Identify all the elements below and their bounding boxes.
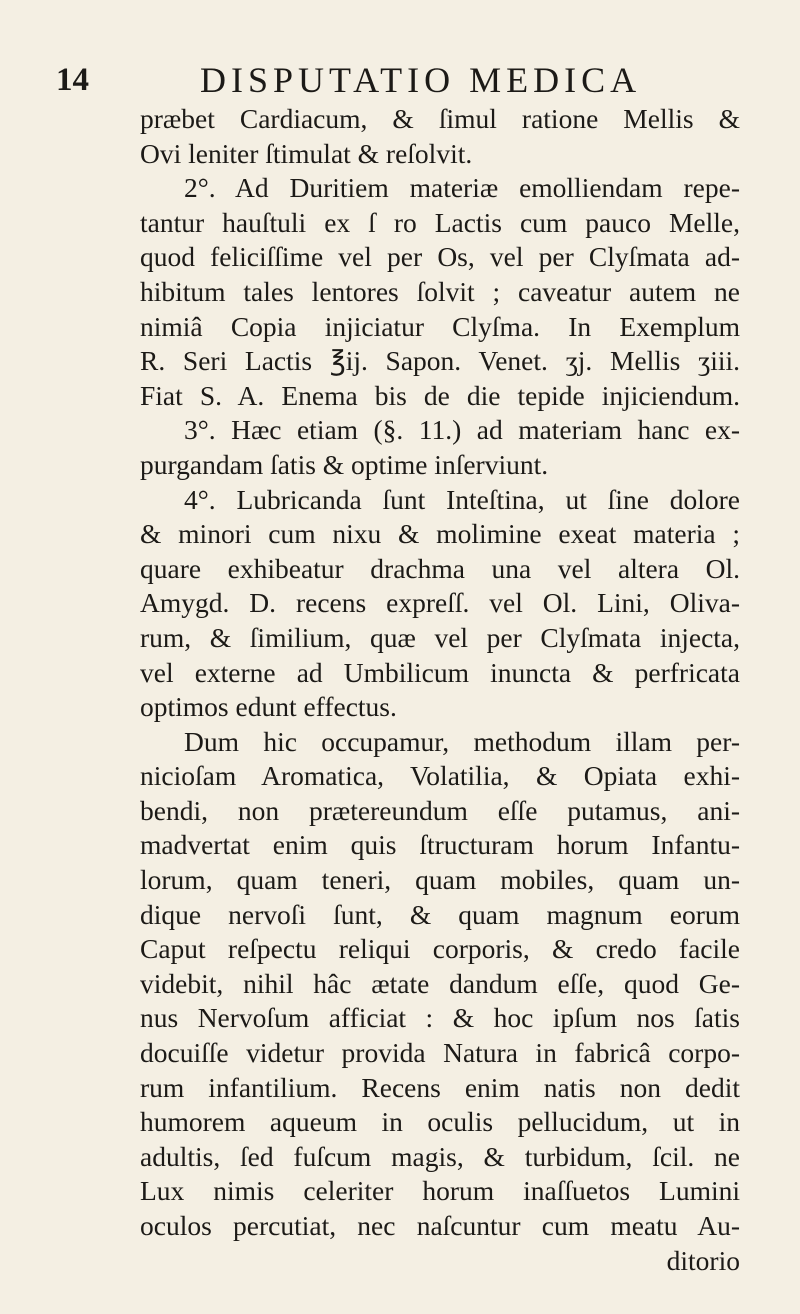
text-line: humorem aqueum in oculis pellucidum, ut in xyxy=(140,1106,740,1138)
running-head xyxy=(0,58,800,102)
text-line: bendi, non prætereundum eſſe putamus, ani- xyxy=(140,794,740,826)
text-line: quare exhibeatur drachma una vel altera Ol. xyxy=(140,552,740,584)
text-line: tantur hauſtuli ex ſ ro Lactis cum pauco Melle, xyxy=(140,206,740,238)
page-number: 14 xyxy=(56,62,89,98)
text-line: 3°. Hæc etiam (§. 11.) ad materiam hanc ex- xyxy=(184,414,740,446)
text-line: hibitum tales lentores ſolvit ; caveatur autem ne xyxy=(140,275,740,307)
text-line: vel externe ad Umbilicum inuncta & perfricata xyxy=(140,656,740,688)
text-line: madvertat enim quis ſtructuram horum Infantu- xyxy=(140,829,740,861)
text-line: Dum hic occupamur, methodum illam per- xyxy=(184,725,740,757)
text-line: rum infantilium. Recens enim natis non dedit xyxy=(140,1071,740,1103)
text-line: quod feliciſſime vel per Os, vel per Clyſmata ad- xyxy=(140,241,740,273)
text-line: Fiat S. A. Enema bis de die tepide injiciendum. xyxy=(140,379,740,411)
text-line: & minori cum nixu & molimine exeat materia ; xyxy=(140,518,740,550)
body-text xyxy=(140,102,740,1278)
text-line: Caput reſpectu reliqui corporis, & credo facile xyxy=(140,933,740,965)
text-line: dique nervoſi ſunt, & quam magnum eorum xyxy=(140,898,740,930)
text-line: præbet Cardiacum, & ſimul ratione Mellis & xyxy=(140,103,740,134)
text-line: optimos edunt effectus. xyxy=(140,691,397,723)
text-line: purgandam ſatis & optime inſerviunt. xyxy=(140,448,549,480)
text-line: lorum, quam teneri, quam mobiles, quam un- xyxy=(140,864,740,896)
text-line: R. Seri Lactis ℥ij. Sapon. Venet. ʒj. Mellis ʒiii. xyxy=(140,345,740,377)
text-line: Lux nimis celeriter horum inaſſuetos Lumini xyxy=(140,1175,740,1207)
text-line: nicioſam Aromatica, Volatilia, & Opiata exhi- xyxy=(140,760,740,792)
text-line: oculos percutiat, nec naſcuntur cum meatu Au- xyxy=(140,1210,740,1241)
text-line: videbit, nihil hâc ætate dandum eſſe, quod Ge- xyxy=(140,967,740,999)
text-line: 2°. Ad Duritiem materiæ emolliendam repe- xyxy=(184,172,740,204)
text-line: adultis, ſed fuſcum magis, & turbidum, ſcil. ne xyxy=(140,1140,740,1172)
text-line: Amygd. D. recens expreſſ. vel Ol. Lini, Oliva- xyxy=(140,587,740,619)
text-line: nimiâ Copia injiciatur Clyſma. In Exemplum xyxy=(140,310,740,342)
catchword: ditorio xyxy=(666,1244,740,1276)
text-line: rum, & ſimilium, quæ vel per Clyſmata injecta, xyxy=(140,621,740,653)
running-title: DISPUTATIO MEDICA xyxy=(200,60,642,100)
text-line: 4°. Lubricanda ſunt Inteſtina, ut ſine dolore xyxy=(184,483,740,515)
text-line: nus Nervoſum afficiat : & hoc ipſum nos ſatis xyxy=(140,1002,740,1034)
text-line: Ovi leniter ſtimulat & reſolvit. xyxy=(140,137,473,169)
text-line: docuiſſe videtur provida Natura in fabricâ corpo- xyxy=(140,1037,740,1069)
